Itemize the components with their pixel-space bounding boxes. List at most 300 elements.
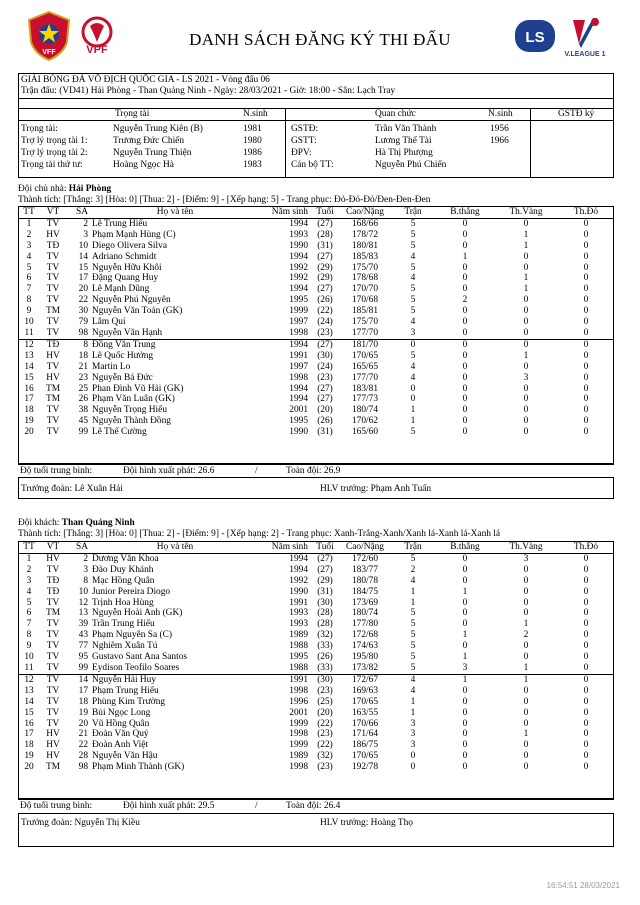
cell-height-weight: 163/55 <box>351 707 379 718</box>
cell-no: 20 <box>24 762 34 773</box>
cell-matches: 4 <box>410 372 416 383</box>
cell-name: Đồng Văn Trung <box>90 339 260 350</box>
cell-red-cards: 0 <box>583 350 589 361</box>
cell-position: TM <box>45 762 61 773</box>
cell-height-weight: 170/65 <box>351 696 379 707</box>
cell-height-weight: 192/78 <box>351 762 379 773</box>
cell-red-cards: 0 <box>583 394 589 405</box>
cell-goals: 0 <box>462 575 468 586</box>
table-row <box>18 218 614 229</box>
cell-red-cards: 0 <box>583 586 589 597</box>
cell-matches: 5 <box>410 619 416 630</box>
officials-header-gstd: GSTĐ ký <box>558 109 595 119</box>
cell-no: 5 <box>26 262 32 273</box>
cell-goals: 1 <box>462 251 468 262</box>
officials-header-referee: Trọng tài <box>115 109 150 119</box>
cell-matches: 1 <box>410 586 416 597</box>
cell-age: (31) <box>317 427 333 438</box>
cell-age: (30) <box>317 597 333 608</box>
cell-matches: 3 <box>410 729 416 740</box>
cell-matches: 0 <box>410 394 416 405</box>
table-row <box>18 427 614 438</box>
cell-birth-year: 1994 <box>289 383 308 394</box>
cell-no: 12 <box>18 339 40 350</box>
cell-position: TM <box>45 306 61 317</box>
cell-matches: 5 <box>410 350 416 361</box>
table-row <box>18 241 614 252</box>
gstt-name: Lương Thế Tài <box>375 136 432 146</box>
cell-name: Nguyễn Hải Huy <box>90 674 260 685</box>
cell-birth-year: 1998 <box>289 685 308 696</box>
cell-yellow-cards: 0 <box>523 427 529 438</box>
cell-yellow-cards: 0 <box>523 586 529 597</box>
cell-no: 8 <box>26 295 32 306</box>
gstt-year: 1966 <box>490 136 509 146</box>
cell-goals: 0 <box>436 553 494 564</box>
cell-goals: 0 <box>462 564 468 575</box>
cell-red-cards: 0 <box>583 372 589 383</box>
cell-birth-year: 1990 <box>289 586 308 597</box>
cell-matches: 4 <box>410 251 416 262</box>
cell-age: (27) <box>317 564 333 575</box>
cell-shirt: 95 <box>78 652 88 663</box>
away-manager: Trưởng đoàn: Nguyễn Thị Kiều <box>21 818 140 828</box>
cell-no: 13 <box>24 685 34 696</box>
table-row <box>18 740 614 751</box>
cell-yellow-cards: 0 <box>523 383 529 394</box>
cell-yellow-cards: 0 <box>523 405 529 416</box>
cell-red-cards: 0 <box>583 295 589 306</box>
cell-name: Phạm Mạnh Hùng (C) <box>92 229 176 240</box>
table-row <box>18 328 614 339</box>
cell-age: (27) <box>310 339 340 350</box>
cell-name: Lê Thế Cường <box>92 427 147 438</box>
cell-yellow-cards: 0 <box>523 262 529 273</box>
cell-no: 5 <box>26 597 32 608</box>
cell-matches: 1 <box>410 405 416 416</box>
home-manager: Trưởng đoàn: Lê Xuân Hải <box>21 484 123 494</box>
cell-goals: 0 <box>462 718 468 729</box>
cell-matches: 5 <box>410 427 416 438</box>
cell-shirt: 43 <box>78 630 88 641</box>
home-team-record: Thành tích: [Thắng: 3] [Hòa: 0] [Thua: 2] - [Điểm: 9] - [Xếp hạng: 5] - Trang phục: Đỏ-Đỏ-Đỏ/Đen-Đen-Đen <box>18 195 431 205</box>
cell-red-cards: 0 <box>583 685 589 696</box>
cell-name: Phạm Minh Thành (GK) <box>92 762 185 773</box>
table-row <box>18 663 614 674</box>
table-header-row <box>18 542 614 553</box>
cell-age: (29) <box>317 575 333 586</box>
cell-goals: 1 <box>462 586 468 597</box>
cell-age: (23) <box>317 372 333 383</box>
column-header-matches: Trận <box>404 207 422 217</box>
cell-matches: 0 <box>410 751 416 762</box>
cell-age: (32) <box>317 630 333 641</box>
cell-position: TV <box>46 707 60 718</box>
cell-matches: 2 <box>410 564 416 575</box>
cell-shirt: 23 <box>78 372 88 383</box>
cell-red-cards: 0 <box>583 273 589 284</box>
cell-age: (32) <box>317 751 333 762</box>
cell-name: Phạm Trung Hiếu <box>92 685 159 696</box>
cell-name: Đào Duy Khánh <box>92 564 154 575</box>
table-row <box>18 587 614 598</box>
table-row <box>18 729 614 740</box>
cell-birth-year: 2001 <box>289 707 308 718</box>
cell-red-cards: 0 <box>583 619 589 630</box>
cell-position: TĐ <box>40 339 66 350</box>
home-roster-body <box>18 218 614 438</box>
cell-goals: 0 <box>462 696 468 707</box>
cell-birth-year: 1998 <box>289 372 308 383</box>
cell-matches: 5 <box>410 284 416 295</box>
cell-goals: 0 <box>462 240 468 251</box>
dpv-role: ĐPV: <box>291 148 312 158</box>
cell-red-cards: 0 <box>583 306 589 317</box>
home-team-label: Đội chủ nhà: <box>18 184 69 194</box>
cell-goals: 0 <box>462 608 468 619</box>
table-row <box>18 339 614 350</box>
cell-position: TV <box>46 273 60 284</box>
cell-matches: 5 <box>390 218 436 229</box>
cell-name: Nguyễn Văn Hạnh <box>92 327 163 338</box>
table-row <box>18 598 614 609</box>
cell-red-cards: 0 <box>583 564 589 575</box>
column-header-birth-year: Năm sinh <box>271 542 308 552</box>
referee-year: 1981 <box>243 124 262 134</box>
cell-goals: 1 <box>462 630 468 641</box>
media-officer-name: Nguyễn Phú Chiến <box>375 160 447 170</box>
cell-position: TV <box>46 262 60 273</box>
cell-position: TV <box>46 630 60 641</box>
assistant1-name: Trương Đức Chiến <box>113 136 185 146</box>
cell-no: 10 <box>24 317 34 328</box>
cell-red-cards: 0 <box>583 662 589 673</box>
column-header-birth-year: Năm sinh <box>271 207 308 217</box>
cell-age: (23) <box>317 762 333 773</box>
cell-no: 18 <box>24 740 34 751</box>
cell-position: TĐ <box>46 240 60 251</box>
cell-height-weight: 168/66 <box>340 218 390 229</box>
cell-name: Mạc Hồng Quân <box>92 575 155 586</box>
cell-red-cards: 0 <box>583 707 589 718</box>
cell-name: Gustavo Sant Ana Santos <box>92 652 188 663</box>
cell-height-weight: 172/67 <box>340 674 390 685</box>
cell-yellow-cards: 3 <box>494 553 558 564</box>
cell-age: (31) <box>317 586 333 597</box>
cell-position: TV <box>40 218 66 229</box>
cell-birth-year: 1994 <box>260 553 310 564</box>
gstd-role: GSTĐ: <box>291 124 319 134</box>
cell-age: (28) <box>317 608 333 619</box>
cell-goals: 0 <box>462 327 468 338</box>
gstt-role: GSTT: <box>291 136 317 146</box>
cell-matches: 1 <box>410 696 416 707</box>
cell-age: (27) <box>317 284 333 295</box>
cell-shirt: 22 <box>78 295 88 306</box>
cell-matches: 4 <box>390 674 436 685</box>
cell-height-weight: 177/70 <box>351 327 379 338</box>
cell-no: 11 <box>24 327 34 338</box>
table-row <box>18 273 614 284</box>
cell-yellow-cards: 0 <box>523 696 529 707</box>
cell-goals: 0 <box>462 350 468 361</box>
cell-yellow-cards: 0 <box>523 762 529 773</box>
cell-birth-year: 1999 <box>289 740 308 751</box>
cell-birth-year: 1990 <box>289 240 308 251</box>
cell-matches: 5 <box>410 295 416 306</box>
cell-matches: 5 <box>410 229 416 240</box>
cell-name: Adriano Schmidt <box>92 251 157 262</box>
match-details-line: Trận đấu: (VD41) Hải Phòng - Than Quảng Ninh - Ngày: 28/03/2021 - Giờ: 18:00 - Sân: Lạch Tray <box>21 86 396 96</box>
cell-red-cards: 0 <box>583 251 589 262</box>
column-header-yellow-cards: Th.Vàng <box>509 542 543 552</box>
cell-birth-year: 1994 <box>289 251 308 262</box>
column-header-goals: B.thắng <box>450 207 480 217</box>
cell-height-weight: 170/70 <box>351 284 379 295</box>
cell-age: (22) <box>317 306 333 317</box>
cell-age: (27) <box>310 218 340 229</box>
officials-header-official: Quan chức <box>375 109 416 119</box>
column-header-shirt: SA <box>76 207 88 217</box>
cell-red-cards: 0 <box>583 751 589 762</box>
cell-shirt: 3 <box>83 564 88 575</box>
cell-age: (33) <box>317 641 333 652</box>
home-coach: HLV trưởng: Phạm Anh Tuấn <box>320 484 432 494</box>
cell-name: Đặng Quang Huy <box>92 273 159 284</box>
cell-position: TV <box>46 361 60 372</box>
column-header-age: Tuổi <box>316 542 334 552</box>
cell-height-weight: 178/72 <box>351 229 379 240</box>
cell-height-weight: 169/63 <box>351 685 379 696</box>
column-header-matches: Trận <box>404 542 422 552</box>
cell-age: (25) <box>317 696 333 707</box>
cell-no: 11 <box>24 662 34 673</box>
cell-age: (26) <box>317 416 333 427</box>
table-row <box>18 641 614 652</box>
cell-height-weight: 173/82 <box>351 662 379 673</box>
cell-red-cards: 0 <box>583 630 589 641</box>
cell-birth-year: 1989 <box>289 751 308 762</box>
cell-age: (31) <box>317 240 333 251</box>
cell-name: Vũ Hồng Quân <box>92 718 150 729</box>
cell-birth-year: 1991 <box>260 674 310 685</box>
cell-birth-year: 1991 <box>289 350 308 361</box>
cell-birth-year: 1992 <box>289 262 308 273</box>
cell-red-cards: 0 <box>583 240 589 251</box>
cell-height-weight: 184/75 <box>351 586 379 597</box>
cell-matches: 0 <box>410 383 416 394</box>
cell-matches: 3 <box>410 327 416 338</box>
cell-height-weight: 170/68 <box>351 295 379 306</box>
table-row <box>18 351 614 362</box>
cell-matches: 1 <box>410 416 416 427</box>
column-header-goals: B.thắng <box>450 542 480 552</box>
cell-name: Nguyễn Bá Đức <box>92 372 153 383</box>
cell-position: TV <box>46 564 60 575</box>
away-team-label: Đội khách: <box>18 518 62 528</box>
cell-height-weight: 185/81 <box>351 306 379 317</box>
cell-age: (26) <box>317 652 333 663</box>
ls-logo-text: LS <box>525 29 545 46</box>
cell-yellow-cards: 0 <box>523 295 529 306</box>
cell-yellow-cards: 0 <box>523 652 529 663</box>
cell-position: HV <box>40 553 66 564</box>
cell-name: Phan Đình Vũ Hải (GK) <box>92 383 184 394</box>
column-header-shirt: SA <box>76 542 88 552</box>
home-avg-start: Đội hình xuất phát: 26.6 <box>123 466 215 476</box>
cell-name: Lê Mạnh Dũng <box>92 284 150 295</box>
cell-birth-year: 1988 <box>289 662 308 673</box>
cell-birth-year: 1992 <box>289 273 308 284</box>
cell-shirt: 38 <box>78 405 88 416</box>
cell-birth-year: 1998 <box>289 729 308 740</box>
cell-red-cards: 0 <box>583 729 589 740</box>
cell-height-weight: 180/81 <box>351 240 379 251</box>
cell-matches: 4 <box>410 361 416 372</box>
cell-goals: 1 <box>436 674 494 685</box>
cell-height-weight: 170/62 <box>351 416 379 427</box>
cell-age: (22) <box>317 718 333 729</box>
cell-position: TM <box>45 394 61 405</box>
cell-birth-year: 1994 <box>260 218 310 229</box>
table-row <box>18 576 614 587</box>
cell-no: 10 <box>24 652 34 663</box>
cell-height-weight: 180/78 <box>351 575 379 586</box>
cell-shirt: 10 <box>78 240 88 251</box>
cell-position: TV <box>46 251 60 262</box>
cell-yellow-cards: 0 <box>523 740 529 751</box>
cell-no: 3 <box>26 240 32 251</box>
cell-yellow-cards: 0 <box>523 608 529 619</box>
cell-age: (30) <box>310 674 340 685</box>
referee-role: Trọng tài: <box>21 124 58 134</box>
cell-red-cards: 0 <box>583 597 589 608</box>
cell-name: Nguyễn Hữu Khôi <box>92 262 162 273</box>
cell-red-cards: 0 <box>558 218 614 229</box>
cell-goals: 0 <box>462 685 468 696</box>
cell-goals: 0 <box>462 729 468 740</box>
table-row <box>18 697 614 708</box>
cell-matches: 1 <box>410 597 416 608</box>
cell-age: (30) <box>317 350 333 361</box>
cell-goals: 2 <box>462 295 468 306</box>
cell-birth-year: 1991 <box>289 597 308 608</box>
cell-birth-year: 1998 <box>289 762 308 773</box>
cell-height-weight: 178/68 <box>351 273 379 284</box>
cell-matches: 5 <box>410 662 416 673</box>
table-row <box>18 674 614 685</box>
competition-line: GIẢI BÓNG ĐÁ VÔ ĐỊCH QUỐC GIA - LS 2021 - Vòng đấu 06 <box>21 75 270 85</box>
cell-no: 18 <box>24 405 34 416</box>
cell-age: (23) <box>317 327 333 338</box>
table-row <box>18 230 614 241</box>
column-header-age: Tuổi <box>316 207 334 217</box>
cell-shirt: 14 <box>78 251 88 262</box>
cell-no: 7 <box>26 619 32 630</box>
cell-shirt: 28 <box>78 751 88 762</box>
cell-position: TĐ <box>46 575 60 586</box>
cell-goals: 0 <box>436 218 494 229</box>
away-roster-body <box>18 553 614 773</box>
cell-goals: 3 <box>462 662 468 673</box>
cell-goals: 0 <box>436 339 494 350</box>
cell-red-cards: 0 <box>558 674 614 685</box>
away-roster-table <box>18 542 614 773</box>
cell-yellow-cards: 0 <box>523 597 529 608</box>
cell-position: TV <box>46 718 60 729</box>
media-officer-role: Cán bộ TT: <box>291 160 334 170</box>
cell-shirt: 99 <box>78 662 88 673</box>
cell-birth-year: 1999 <box>289 718 308 729</box>
cell-position: TV <box>46 427 60 438</box>
cell-position: TV <box>46 652 60 663</box>
table-row <box>18 317 614 328</box>
cell-red-cards: 0 <box>583 575 589 586</box>
cell-no: 1 <box>18 218 40 229</box>
assistant1-role: Trợ lý trọng tài 1: <box>21 136 88 146</box>
column-header-no: TT <box>23 207 35 217</box>
cell-birth-year: 1994 <box>289 394 308 405</box>
cell-age: (26) <box>317 295 333 306</box>
cell-shirt: 13 <box>78 608 88 619</box>
cell-matches: 4 <box>410 685 416 696</box>
home-team-name: Hải Phòng <box>68 184 112 194</box>
cell-position: TV <box>46 327 60 338</box>
table-row <box>18 384 614 395</box>
cell-goals: 0 <box>462 707 468 718</box>
cell-no: 2 <box>26 229 32 240</box>
column-header-no: TT <box>23 542 35 552</box>
cell-position: TV <box>46 597 60 608</box>
cell-matches: 5 <box>410 306 416 317</box>
cell-birth-year: 1997 <box>289 361 308 372</box>
table-row <box>18 751 614 762</box>
cell-yellow-cards: 1 <box>523 619 529 630</box>
cell-matches: 4 <box>410 575 416 586</box>
home-team-heading <box>18 184 111 195</box>
cell-red-cards: 0 <box>583 718 589 729</box>
cell-position: TV <box>46 685 60 696</box>
cell-height-weight: 177/80 <box>351 619 379 630</box>
cell-height-weight: 173/69 <box>351 597 379 608</box>
cell-yellow-cards: 0 <box>523 317 529 328</box>
cell-matches: 0 <box>390 339 436 350</box>
cell-birth-year: 1995 <box>289 295 308 306</box>
column-header-position: VT <box>46 207 60 217</box>
cell-goals: 0 <box>462 317 468 328</box>
cell-age: (23) <box>317 729 333 740</box>
cell-shirt: 8 <box>83 575 88 586</box>
cell-name: Nguyễn Trọng Hiếu <box>92 405 168 416</box>
cell-birth-year: 1994 <box>289 284 308 295</box>
cell-matches: 4 <box>410 273 416 284</box>
cell-name: Martin Lo <box>92 361 131 372</box>
vleague-logo-text: V.LEAGUE 1 <box>564 51 606 58</box>
cell-position: TĐ <box>46 586 60 597</box>
cell-position: TV <box>46 696 60 707</box>
cell-red-cards: 0 <box>583 405 589 416</box>
cell-goals: 0 <box>462 427 468 438</box>
cell-yellow-cards: 0 <box>523 416 529 427</box>
cell-goals: 0 <box>462 762 468 773</box>
cell-red-cards: 0 <box>583 262 589 273</box>
cell-no: 6 <box>26 608 32 619</box>
cell-age: (29) <box>317 262 333 273</box>
dpv-name: Hà Thị Phượng <box>375 148 433 158</box>
cell-yellow-cards: 2 <box>523 630 529 641</box>
vleague-logo-icon <box>513 14 613 58</box>
cell-birth-year: 1995 <box>289 652 308 663</box>
